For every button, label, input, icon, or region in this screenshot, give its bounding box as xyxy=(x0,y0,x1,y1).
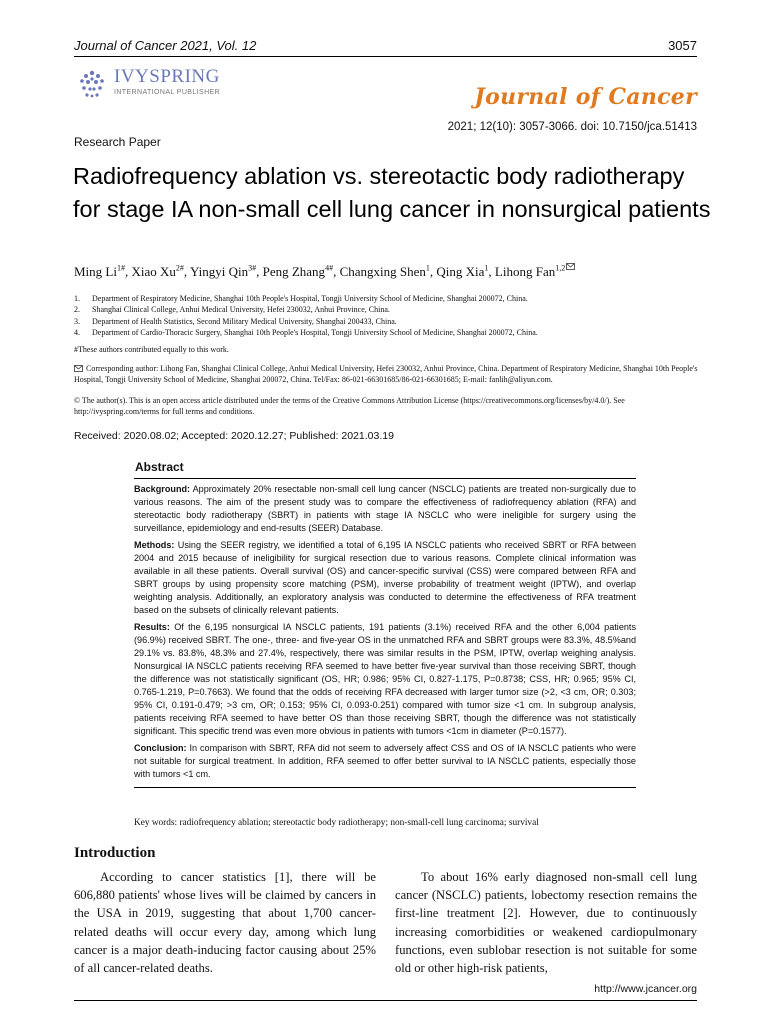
abstract-section-text: Of the 6,195 nonsurgical IA NSCLC patients, 191 patients (3.1%) received RFA and the other 6,004 patients (96.9%) received SBRT. The one-, three- and five-year OS in the unmatched RFA and SBRT groups were 83.3%, 48.5%and 29.1% vs. 83.8%, 48.3% and 27.4%, respectively, there was similar results in the PSM, IPTW, overlap weighing analysis. Nonsurgical IA NSCLC patients receiving RFA seemed to have better five-year survival than those receiving SBRT, though the difference was not statistically significant (OS, HR; 0.986; 95% CI, 0.827-1.175, P=0.8738; CSS, HR; 0.965; 95% CI, 0.765-1.219, P=0.7663). We found that the odds of receiving RFA decreased with larger tumor size (>2, <3 cm, OR; 0.303; 95% CI, 0.191-0.479; >3 cm, OR; 0.153; 95% CI, 0.093-0.251) compared with tumor size <1 cm. In subgroup analysis, patients receiving RFA seemed to have better OS than those receiving SBRT, though the difference was not statistically significant. This specific trend was even more obvious in patients with tumors <1cm in diameter (P=0.1577). xyxy=(134,622,637,736)
footer-rule xyxy=(74,1000,697,1001)
publication-dates: Received: 2020.08.02; Accepted: 2020.12.27; Published: 2021.03.19 xyxy=(74,430,394,442)
introduction-paragraph: To about 16% early diagnosed non-small cell lung cancer (NSCLC) patients, lobectomy resection remains the first-line treatment [2]. However, due to continuously increasing comorbidities or weakened cardiopulmonary functions, even sublobar resection is not suitable for some old or other high-risk patients, xyxy=(395,870,697,976)
author-name: Qing Xia xyxy=(436,264,485,279)
abstract-section-label: Conclusion: xyxy=(134,743,187,753)
body-column-right xyxy=(395,868,697,977)
running-header xyxy=(74,38,697,56)
introduction-heading: Introduction xyxy=(74,845,156,861)
publisher-name: IVYSPRING xyxy=(114,66,220,87)
author-name: Xiao Xu xyxy=(131,264,176,279)
author-affiliation-mark: 1 xyxy=(425,263,430,273)
abstract-results xyxy=(134,621,636,738)
author-name: Yingyi Qin xyxy=(189,264,249,279)
abstract-section-text: In comparison with SBRT, RFA did not seem to adversely affect CSS and OS of IA NSCLC patients who were not suitable for surgical treatment. In addition, RFA seemed to offer better survival to IA NSCLC patients, especially those with tumors <1 cm. xyxy=(134,743,636,779)
affiliation-item xyxy=(74,327,699,338)
page-number: 3057 xyxy=(668,38,697,53)
abstract-bottom-rule xyxy=(134,787,636,788)
article-type: Research Paper xyxy=(74,135,161,149)
affiliation-number: 4. xyxy=(74,327,80,337)
affiliation-text: Department of Cardio-Thoracic Surgery, Shanghai 10th People's Hospital, Tongji University School of Medicine, Shanghai 200072, China. xyxy=(92,327,538,337)
abstract-background xyxy=(134,483,636,535)
abstract-conclusion xyxy=(134,742,636,781)
journal-logo: Journal of Cancer xyxy=(474,84,697,110)
envelope-icon xyxy=(566,263,575,270)
author-name: Ming Li xyxy=(74,264,117,279)
ivyspring-leaf-icon xyxy=(76,68,108,100)
author-affiliation-mark: 4# xyxy=(325,263,334,273)
author-affiliation-mark: 1 xyxy=(484,263,489,273)
abstract-box xyxy=(134,460,636,788)
body-column-left xyxy=(74,868,376,977)
affiliation-text: Department of Health Statistics, Second Military Medical University, Shanghai 200433, China. xyxy=(92,316,397,326)
affiliation-list xyxy=(74,293,699,338)
abstract-methods xyxy=(134,539,636,617)
citation: 2021; 12(10): 3057-3066. doi: 10.7150/jca.51413 xyxy=(447,121,697,133)
abstract-section-label: Results: xyxy=(134,622,170,632)
article-title: Radiofrequency ablation vs. stereotactic body radiotherapy for stage IA non-small cell lung cancer in nonsurgical patients xyxy=(73,163,711,222)
author-name: Lihong Fan xyxy=(494,264,556,279)
author-affiliation-mark: 1,2 xyxy=(555,263,566,273)
abstract-section-label: Background: xyxy=(134,484,191,494)
affiliation-text: Shanghai Clinical College, Anhui Medical University, Hefei 230032, Anhui Province, China. xyxy=(92,305,390,315)
header-rule xyxy=(74,56,697,57)
author-name: Changxing Shen xyxy=(339,264,426,279)
affiliation-number: 2. xyxy=(74,305,80,315)
publisher-subtitle: INTERNATIONAL PUBLISHER xyxy=(114,89,221,96)
affiliation-item xyxy=(74,293,699,304)
abstract-section-text: Using the SEER registry, we identified a total of 6,195 IA NSCLC patients who received SBRT or RFA between 2004 and 2015 because of ineligibility for surgical resection due to various reasons. Complete clinical information was available in all these patients. Overall survival (OS) and cancer-specific survival (CSS) were compared between RFA and SBRT groups by using propensity score matching (PSM), inverse probability of treatment weight (IPTW), and overlap weighting analysis. Additionally, an exploratory analysis was conducted to determine the effectiveness of RFA treatment based on the subsets of clinically relevant patients. xyxy=(134,540,637,615)
author-list: Ming $Li^{1\#}$, Xiao $Xu^{2\#}$, Yingyi Qin$^{3\#}$, Peng Zhang$^{4\#}$, Changxing Shen$^1$, Qing Xia$^1$, Lihong Fan$^{1,2}$ xyxy=(74,263,704,280)
keywords: Key words: radiofrequency ablation; stereotactic body radiotherapy; non-small-cell lung carcinoma; survival xyxy=(134,818,539,828)
affiliation-number: 1. xyxy=(74,294,80,303)
author-affiliation-mark: 1# xyxy=(116,263,125,273)
introduction-paragraph: According to cancer statistics [1], there will be 606,880 patients' whose lives will be claimed by cancers in the USA in 2019, suggesting that about 1,700 cancer-related deaths will occur every day, among which lung cancer is a major death-inducing factor causing about 25% of all cancer-related deaths. xyxy=(74,870,376,976)
author-affiliation-mark: 3# xyxy=(248,263,257,273)
equal-contribution-note: #These authors contributed equally to this work. xyxy=(74,345,229,354)
footer-url[interactable]: http://www.jcancer.org xyxy=(594,983,697,995)
abstract-section-label: Methods: xyxy=(134,540,175,550)
affiliation-text: Department of Respiratory Medicine, Shanghai 10th People's Hospital, Tongji University School of Medicine, Shanghai 200072, China. xyxy=(92,294,528,303)
publisher-logo xyxy=(76,66,226,102)
envelope-icon xyxy=(74,365,83,372)
author-affiliation-mark: 2# xyxy=(175,263,184,273)
abstract-body xyxy=(134,479,636,787)
author-name: Peng Zhang xyxy=(262,264,326,279)
journal-volume: Journal of Cancer 2021, Vol. 12 xyxy=(74,38,257,53)
corresponding-author-note xyxy=(74,363,699,386)
abstract-section-text: Approximately 20% resectable non-small cell lung cancer (NSCLC) patients are treated non-surgically due to various reasons. The aim of the present study was to compare the effectiveness of radiofrequency ablation (RFA) and stereotactic body radiotherapy (SBRT) in patients with stage IA NSCLC who were ineligible for surgery using the surveillance, epidemiology and end-results (SEER) Database. xyxy=(134,484,636,533)
affiliation-number: 3. xyxy=(74,316,80,326)
affiliation-item xyxy=(74,316,699,327)
affiliation-item xyxy=(74,304,699,315)
corresponding-author-text: Corresponding author: Lihong Fan, Shanghai Clinical College, Anhui Medical University, Hefei 230032, Anhui Province, China. Department of Respiratory Medicine, Shanghai 10th People's Hospital, Tongji University School of Medicine, Shanghai 200072, China. Tel/Fax: 86-021-66301685/86-021-66301685; E-mail: fanlih@aliyun.com. xyxy=(74,364,698,385)
license-note: © The author(s). This is an open access article distributed under the terms of the Creative Commons Attribution License (https://creativecommons.org/licenses/by/4.0/). See http://ivyspring.com/terms for full terms and conditions. xyxy=(74,396,625,417)
abstract-heading: Abstract xyxy=(135,460,184,474)
